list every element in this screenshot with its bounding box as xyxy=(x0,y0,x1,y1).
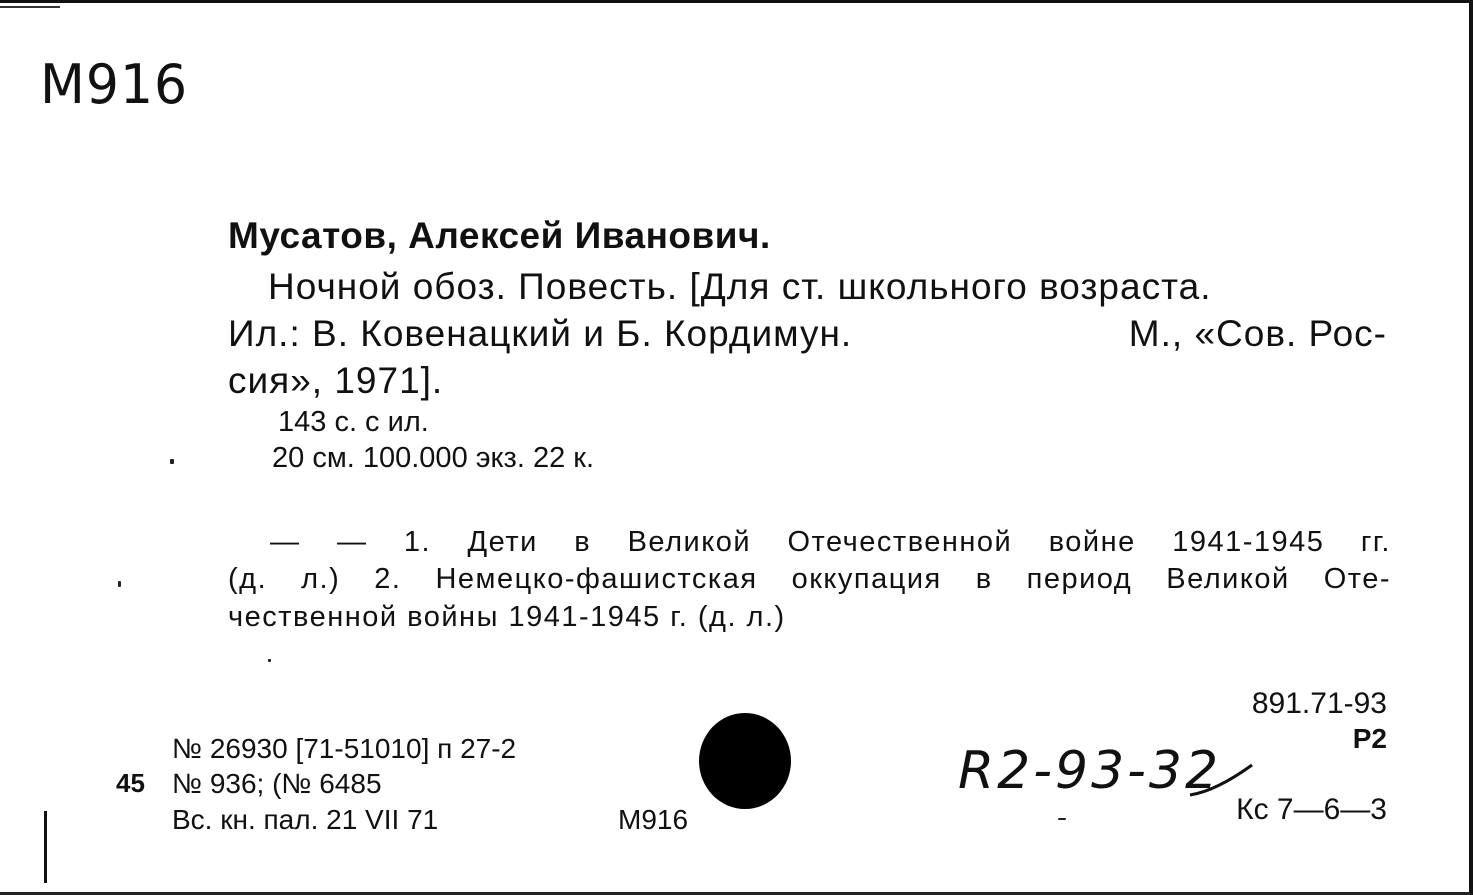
footer-prefix-number: 45 xyxy=(116,768,145,798)
subject-line: (д. л.) 2. Немецко-фашистская оккупация в период Великой Оте- xyxy=(228,563,1391,595)
footer-chamber-line: Вс. кн. пал. 21 VII 71 xyxy=(172,804,439,835)
subject-line: — — 1. Дети в Великой Отечественной войне 1941-1945 гг. xyxy=(270,526,1391,558)
handwritten-call-number: М916 xyxy=(40,53,189,117)
title-line: Ил.: В. Ковенацкий и Б. Кордимун. xyxy=(228,313,853,354)
speck xyxy=(1058,818,1066,820)
title-line: Ночной обоз. Повесть. [Для ст. школьного возраста. xyxy=(268,266,1212,307)
speck xyxy=(170,459,174,464)
title-line: сия», 1971]. xyxy=(228,360,444,401)
title-line: М., «Сов. Рос- xyxy=(1128,313,1387,354)
size-print-run-line: 20 см. 100.000 экз. 22 к. xyxy=(272,442,595,474)
edge-mark xyxy=(0,6,60,8)
edge-mark xyxy=(44,811,47,883)
author-mark: Р2 xyxy=(1352,723,1387,754)
pages-line: 143 с. с ил. xyxy=(278,406,429,438)
footer-call-number: М916 xyxy=(618,804,689,835)
ks-code: Кс 7—6—3 xyxy=(1236,793,1387,826)
footer-registration-line: № 936; (№ 6485 xyxy=(172,768,382,799)
punch-hole xyxy=(699,713,791,809)
footer-registration-line: № 26930 [71-51010] п 27-2 xyxy=(172,733,517,764)
flourish-stroke xyxy=(1190,765,1252,795)
classification-number: 891.71-93 xyxy=(1251,687,1387,720)
subject-line: чественной войны 1941-1945 г. (д. л.) xyxy=(228,601,786,633)
speck xyxy=(268,659,271,662)
author-heading: Мусатов, Алексей Иванович. xyxy=(228,215,771,256)
speck xyxy=(118,581,121,587)
handwritten-number: R2-93-32 xyxy=(958,741,1222,801)
